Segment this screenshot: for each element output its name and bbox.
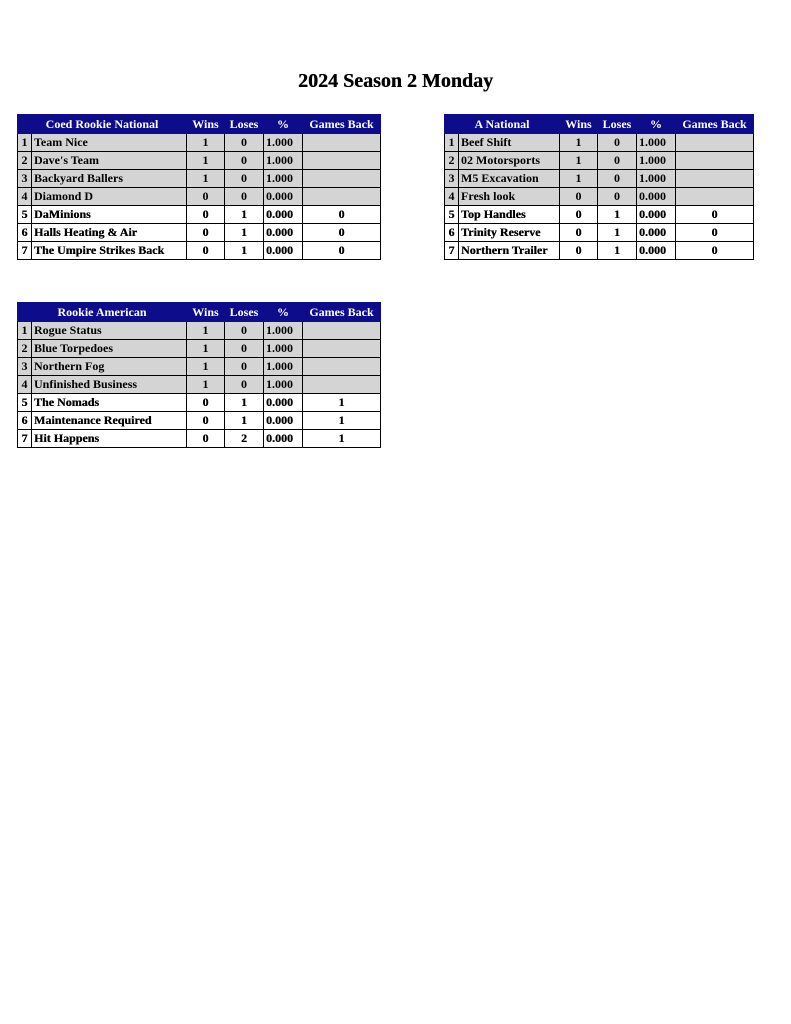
games-back-cell — [676, 170, 754, 188]
pct-cell: 0.000 — [637, 188, 676, 206]
table-row — [18, 170, 381, 188]
team-name: Halls Heating & Air — [32, 224, 187, 242]
wins-cell: 1 — [187, 170, 225, 188]
team-name: Northern Trailer — [459, 242, 560, 260]
wins-cell: 0 — [187, 188, 225, 206]
rank-cell: 4 — [18, 188, 32, 206]
rank-cell: 3 — [18, 170, 32, 188]
wins-cell: 0 — [187, 394, 225, 412]
rank-cell: 4 — [445, 188, 459, 206]
rank-cell: 7 — [18, 242, 32, 260]
loses-header: Loses — [225, 303, 264, 322]
rank-cell: 3 — [445, 170, 459, 188]
team-name: The Umpire Strikes Back — [32, 242, 187, 260]
table-row — [18, 224, 381, 242]
loses-cell: 0 — [598, 134, 637, 152]
team-name: Hit Happens — [32, 430, 187, 448]
table-row — [445, 134, 754, 152]
wins-header: Wins — [560, 115, 598, 134]
wins-cell: 1 — [187, 322, 225, 340]
wins-cell: 0 — [187, 224, 225, 242]
team-name: Fresh look — [459, 188, 560, 206]
games-back-cell: 0 — [303, 224, 381, 242]
loses-cell: 0 — [225, 340, 264, 358]
loses-cell: 0 — [598, 170, 637, 188]
games-back-cell — [303, 376, 381, 394]
loses-cell: 1 — [225, 412, 264, 430]
page-title: 2024 Season 2 Monday — [297, 70, 494, 92]
games-back-cell: 0 — [676, 242, 754, 260]
pct-cell: 1.000 — [637, 134, 676, 152]
loses-cell: 0 — [225, 170, 264, 188]
team-name: The Nomads — [32, 394, 187, 412]
team-name: Northern Fog — [32, 358, 187, 376]
rank-cell: 3 — [18, 358, 32, 376]
rank-cell: 1 — [18, 134, 32, 152]
pct-cell: 0.000 — [637, 224, 676, 242]
loses-header: Loses — [598, 115, 637, 134]
team-name: Backyard Ballers — [32, 170, 187, 188]
rank-cell: 7 — [445, 242, 459, 260]
wins-cell: 0 — [560, 224, 598, 242]
games-back-header: Games Back — [303, 115, 381, 134]
pct-cell: 0.000 — [264, 206, 303, 224]
loses-header: Loses — [225, 115, 264, 134]
pct-cell: 0.000 — [264, 224, 303, 242]
wins-cell: 1 — [187, 134, 225, 152]
loses-cell: 2 — [225, 430, 264, 448]
wins-cell: 1 — [560, 152, 598, 170]
pct-cell: 1.000 — [637, 152, 676, 170]
rank-cell: 2 — [18, 340, 32, 358]
division-name: A National — [445, 115, 560, 134]
pct-cell: 0.000 — [637, 206, 676, 224]
table-row — [18, 376, 381, 394]
table-row — [18, 188, 381, 206]
table-row — [18, 412, 381, 430]
pct-cell: 0.000 — [264, 242, 303, 260]
loses-cell: 1 — [598, 206, 637, 224]
table-row — [18, 340, 381, 358]
pct-cell: 1.000 — [264, 152, 303, 170]
team-name: Diamond D — [32, 188, 187, 206]
games-back-cell — [303, 358, 381, 376]
pct-cell: 1.000 — [264, 340, 303, 358]
games-back-header: Games Back — [303, 303, 381, 322]
division-name: Rookie American — [18, 303, 187, 322]
pct-header: % — [264, 115, 303, 134]
games-back-cell — [303, 340, 381, 358]
loses-cell: 0 — [225, 152, 264, 170]
wins-cell: 0 — [187, 206, 225, 224]
games-back-cell — [303, 188, 381, 206]
table-row — [445, 242, 754, 260]
wins-cell: 0 — [560, 206, 598, 224]
loses-cell: 1 — [598, 242, 637, 260]
loses-cell: 1 — [225, 242, 264, 260]
wins-cell: 1 — [560, 134, 598, 152]
loses-cell: 1 — [598, 224, 637, 242]
wins-cell: 0 — [187, 430, 225, 448]
loses-cell: 0 — [225, 376, 264, 394]
table-header-row — [18, 303, 381, 322]
wins-cell: 1 — [187, 340, 225, 358]
pct-cell: 1.000 — [264, 134, 303, 152]
loses-cell: 0 — [598, 152, 637, 170]
team-name: Dave's Team — [32, 152, 187, 170]
rank-cell: 5 — [445, 206, 459, 224]
table-row — [445, 170, 754, 188]
table-row — [18, 430, 381, 448]
rank-cell: 7 — [18, 430, 32, 448]
pct-cell: 1.000 — [637, 170, 676, 188]
pct-cell: 1.000 — [264, 170, 303, 188]
rank-cell: 4 — [18, 376, 32, 394]
loses-cell: 1 — [225, 206, 264, 224]
rank-cell: 6 — [445, 224, 459, 242]
games-back-cell — [676, 152, 754, 170]
table-row — [18, 206, 381, 224]
table-header-row — [445, 115, 754, 134]
table-row — [445, 206, 754, 224]
team-name: Team Nice — [32, 134, 187, 152]
standings-table-rookie-american — [17, 302, 381, 448]
rank-cell: 5 — [18, 206, 32, 224]
pct-cell: 0.000 — [264, 188, 303, 206]
team-name: Trinity Reserve — [459, 224, 560, 242]
games-back-cell — [303, 152, 381, 170]
team-name: 02 Motorsports — [459, 152, 560, 170]
loses-cell: 1 — [225, 394, 264, 412]
games-back-cell — [303, 322, 381, 340]
games-back-cell: 0 — [676, 224, 754, 242]
team-name: DaMinions — [32, 206, 187, 224]
table-row — [18, 152, 381, 170]
rank-cell: 2 — [445, 152, 459, 170]
table-row — [18, 322, 381, 340]
table-row — [18, 358, 381, 376]
loses-cell: 0 — [225, 134, 264, 152]
wins-cell: 0 — [560, 188, 598, 206]
wins-cell: 1 — [187, 376, 225, 394]
wins-header: Wins — [187, 115, 225, 134]
games-back-cell: 0 — [303, 206, 381, 224]
standings-table-a-national — [444, 114, 754, 260]
games-back-cell — [676, 188, 754, 206]
pct-cell: 1.000 — [264, 358, 303, 376]
division-name: Coed Rookie National — [18, 115, 187, 134]
pct-header: % — [264, 303, 303, 322]
pct-cell: 1.000 — [264, 376, 303, 394]
rank-cell: 1 — [18, 322, 32, 340]
team-name: Top Handles — [459, 206, 560, 224]
rank-cell: 6 — [18, 224, 32, 242]
games-back-cell: 1 — [303, 412, 381, 430]
table-header-row — [18, 115, 381, 134]
wins-cell: 0 — [560, 242, 598, 260]
pct-cell: 0.000 — [264, 430, 303, 448]
wins-cell: 1 — [560, 170, 598, 188]
table-row — [18, 134, 381, 152]
games-back-cell: 0 — [303, 242, 381, 260]
team-name: M5 Excavation — [459, 170, 560, 188]
loses-cell: 0 — [225, 358, 264, 376]
games-back-cell: 1 — [303, 394, 381, 412]
pct-cell: 0.000 — [637, 242, 676, 260]
table-row — [445, 224, 754, 242]
team-name: Unfinished Business — [32, 376, 187, 394]
games-back-cell: 1 — [303, 430, 381, 448]
team-name: Blue Torpedoes — [32, 340, 187, 358]
team-name: Beef Shift — [459, 134, 560, 152]
rank-cell: 5 — [18, 394, 32, 412]
wins-header: Wins — [187, 303, 225, 322]
wins-cell: 0 — [187, 242, 225, 260]
rank-cell: 2 — [18, 152, 32, 170]
games-back-cell — [676, 134, 754, 152]
pct-cell: 0.000 — [264, 394, 303, 412]
loses-cell: 0 — [598, 188, 637, 206]
table-row — [445, 188, 754, 206]
wins-cell: 1 — [187, 152, 225, 170]
loses-cell: 1 — [225, 224, 264, 242]
games-back-cell: 0 — [676, 206, 754, 224]
table-row — [18, 394, 381, 412]
games-back-header: Games Back — [676, 115, 754, 134]
pct-cell: 0.000 — [264, 412, 303, 430]
rank-cell: 1 — [445, 134, 459, 152]
standings-table-coed-rookie-national — [17, 114, 381, 260]
wins-cell: 1 — [187, 358, 225, 376]
loses-cell: 0 — [225, 188, 264, 206]
games-back-cell — [303, 170, 381, 188]
table-row — [18, 242, 381, 260]
team-name: Maintenance Required — [32, 412, 187, 430]
pct-cell: 1.000 — [264, 322, 303, 340]
games-back-cell — [303, 134, 381, 152]
pct-header: % — [637, 115, 676, 134]
team-name: Rogue Status — [32, 322, 187, 340]
rank-cell: 6 — [18, 412, 32, 430]
table-row — [445, 152, 754, 170]
wins-cell: 0 — [187, 412, 225, 430]
loses-cell: 0 — [225, 322, 264, 340]
